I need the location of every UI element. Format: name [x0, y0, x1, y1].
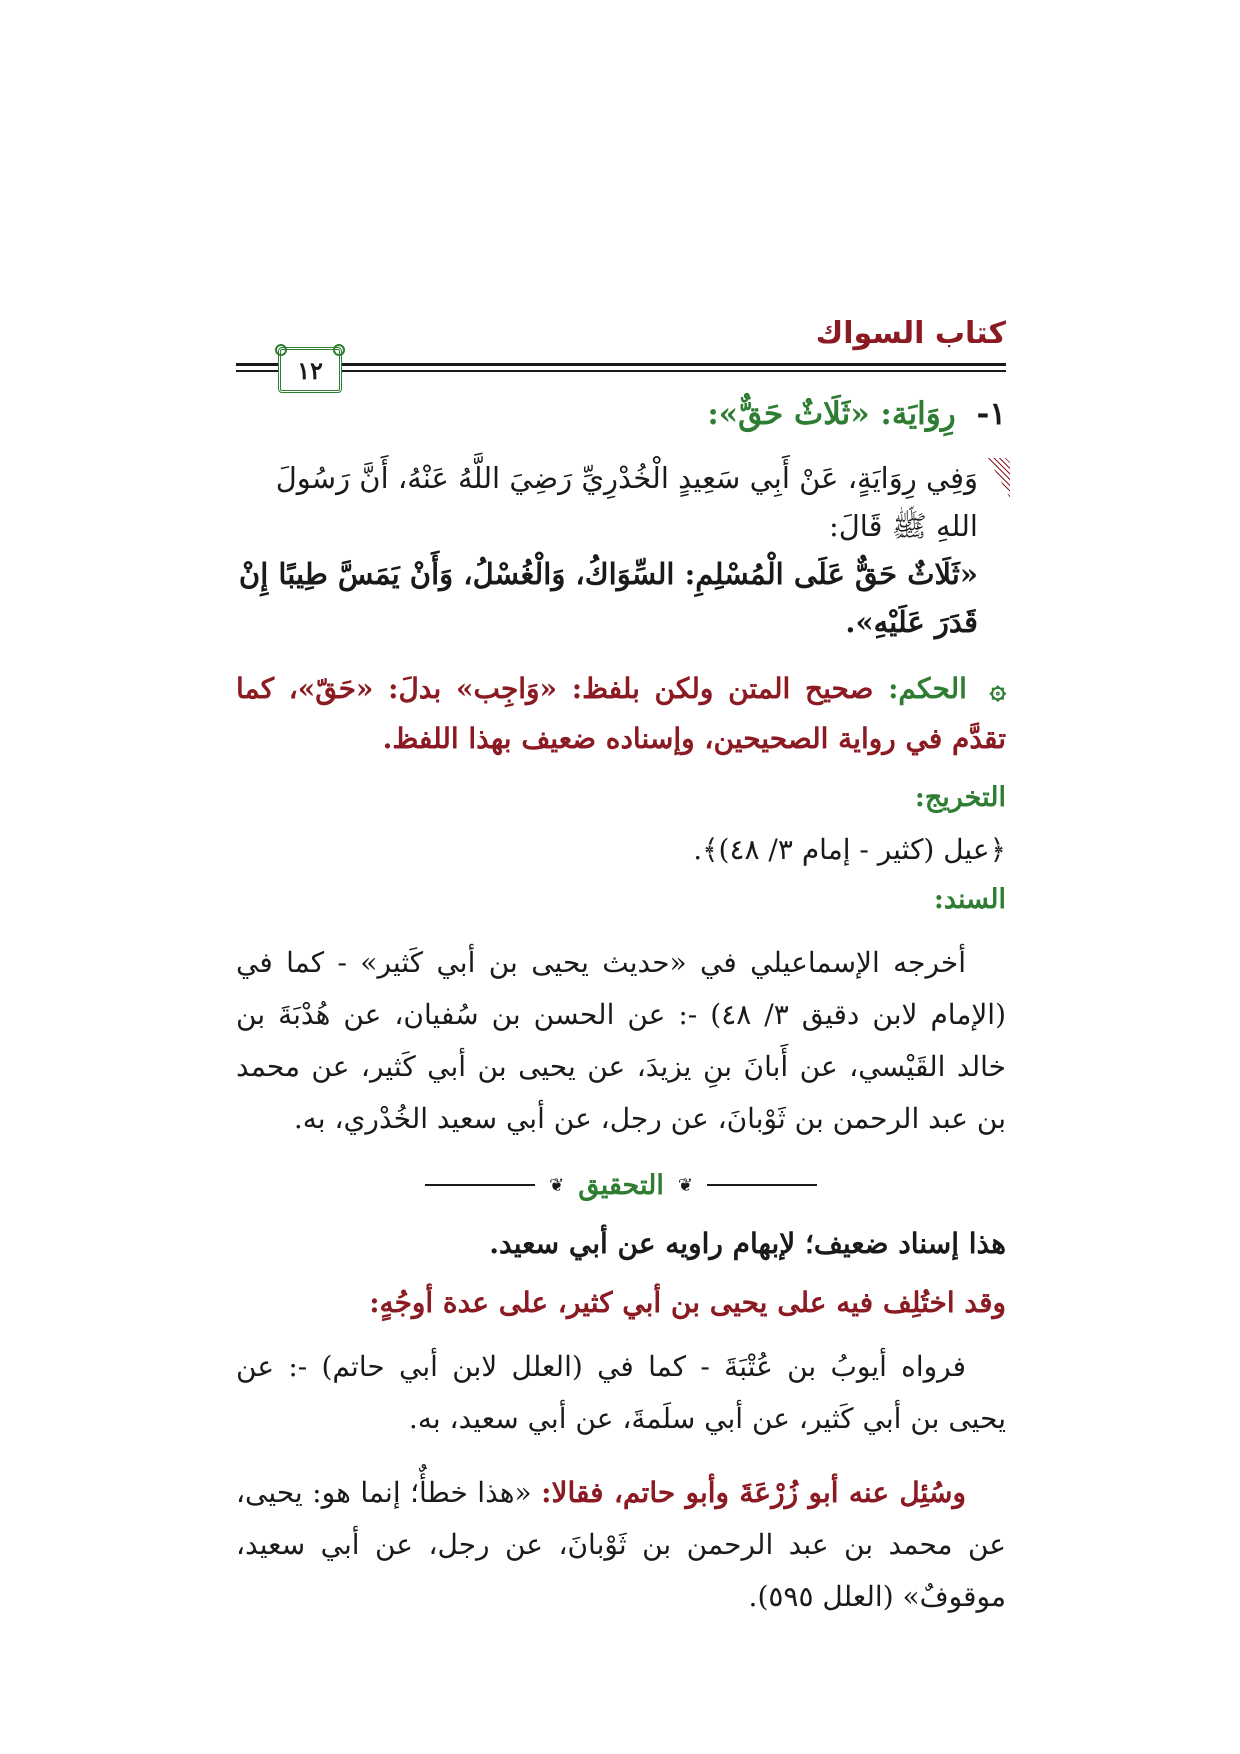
flower-ornament-icon: ۞	[989, 672, 1006, 705]
tahqiq-verdict: هذا إسناد ضعيف؛ لإبهام راويه عن أبي سعيد.	[489, 1227, 1006, 1260]
verdict-text: صحيح المتن ولكن بلفظ: «وَاجِب» بدلَ: «حَقّ»، كما تقدَّم في رواية الصحيحين، وإسناده ضعيف بهذا اللفظ.	[236, 672, 1006, 755]
vine-ornament-icon: ❦	[549, 1174, 565, 1196]
section-number: ١-	[976, 396, 1006, 432]
page-number-frame	[278, 347, 342, 393]
tahqiq-para2-text: «هذا خطأٌ؛ إنما هو: يحيى، عن محمد بن عبد الرحمن بن ثَوْبانَ، عن رجل، عن أبي سعيد، موقوفٌ» (العلل ٥٩٥).	[236, 1476, 1006, 1613]
tahqiq-heading: التحقيق	[578, 1169, 664, 1201]
header-rule	[236, 363, 1006, 366]
divider-line	[425, 1184, 535, 1186]
sanad-paragraph	[236, 937, 1006, 1145]
verdict	[236, 664, 1006, 764]
tahqiq-para1-text: فرواه أيوبُ بن عُتْبَةَ - كما في (العلل لابن أبي حاتم) -: عن يحيى بن أبي كَثير، عن أبي سلَمةَ، عن أبي سعيد، به.	[236, 1350, 1006, 1435]
hadith-text: «ثَلَاثٌ حَقٌّ عَلَى الْمُسْلِمِ: السِّوَاكُ، وَالْغُسْلُ، وَأَنْ يَمَسَّ طِيبًا إِنْ قَدَرَ عَلَيْهِ».	[238, 557, 978, 639]
hadith-intro: وَفِي رِوَايَةٍ، عَنْ أَبِي سَعِيدٍ الْخُدْرِيِّ رَضِيَ اللَّهُ عَنْهُ، أَنَّ رَسُولَ اللهِ ﷺ قَالَ:	[275, 461, 978, 543]
section-title: رِوَايَة: «ثَلَاثٌ حَقٌّ»:	[707, 396, 956, 432]
verdict-label: الحكم:	[888, 672, 967, 705]
page-header	[236, 310, 1006, 385]
tahqiq-paragraph-2	[236, 1467, 1006, 1623]
tahqiq-para2-lead: وسُئِل عنه أبو زُرْعَةَ وأبو حاتم، فقالا:	[541, 1476, 966, 1509]
sanad-heading: السند:	[933, 884, 1006, 915]
takhrij-line: ﴿عيل (كثير - إمام ٣/ ٤٨)﴾.	[693, 833, 1006, 866]
sanad-text: أخرجه الإسماعيلي في «حديث يحيى بن أبي كَثير» - كما في (الإمام لابن دقيق ٣/ ٤٨) -: عن الحسن بن سُفيان، عن هُدْبَةَ بن خالد القَيْسي، عن أَبانَ بنِ يزيدَ، عن يحيى بن أبي كَثير، عن محمد بن عبد الرحمن بن ثَوْبانَ، عن رجل، عن أبي سعيد الخُدْري، به.	[236, 946, 1006, 1135]
tahqiq-divider	[236, 1165, 1006, 1205]
takhrij-heading: التخريج:	[914, 782, 1006, 813]
tahqiq-disagreement: وقد اختُلِف فيه على يحيى بن أبي كثير، على عدة أوجُهٍ:	[369, 1286, 1006, 1319]
page-number: ١٢	[297, 355, 323, 385]
header-rule-thin	[236, 370, 1006, 372]
book-page	[236, 310, 1006, 1623]
corner-ornament-icon	[988, 458, 1010, 498]
tahqiq-paragraph-1	[236, 1341, 1006, 1445]
divider-line	[707, 1184, 817, 1186]
vine-ornament-icon: ❦	[677, 1174, 693, 1196]
book-title: كتاب السواك	[815, 316, 1006, 351]
section-heading	[236, 396, 1006, 432]
hadith-block	[236, 454, 1006, 646]
